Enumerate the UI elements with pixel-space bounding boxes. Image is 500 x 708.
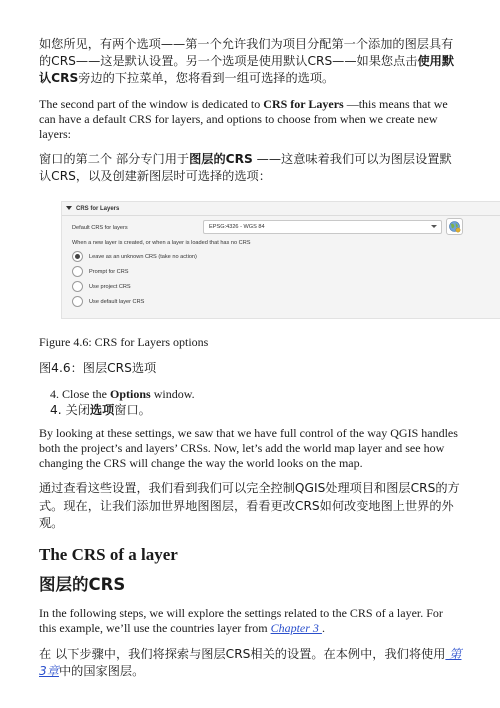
globe-icon: [448, 220, 461, 233]
chapter-3-link-cn[interactable]: 第3章: [39, 646, 462, 678]
radio-label: Use default layer CRS: [89, 298, 145, 305]
default-crs-label: Default CRS for layers: [72, 225, 128, 231]
section-header[interactable]: [66, 206, 119, 212]
step-4-en: [50, 387, 463, 402]
text-span: ——这意味着我们可以为图层设置默认CRS，以及创建新图层时可选择的选项：: [39, 152, 452, 183]
radio-selected-icon: [72, 251, 83, 262]
page-content: [39, 36, 463, 680]
text-span: In the following steps, we will explore the settings related to the CRS of a layer. For this example, we’ll use the countries layer from: [39, 605, 443, 635]
text-span: 中的国家图层。: [58, 663, 145, 678]
text-span: 4. Close the: [50, 387, 110, 401]
step-4-cn: [50, 402, 463, 419]
text-span: The second part of the window is dedicated to: [39, 97, 264, 111]
figure-caption-cn: 图4.6：图层CRS选项: [39, 361, 157, 375]
radio-prompt-for-crs[interactable]: [72, 266, 128, 277]
text-span: 4. 关闭: [50, 403, 90, 417]
paragraph-cn-2: 通过查看这些设置，我们看到我们可以完全控制QGIS处理项目和图层CRS的方式。现在，让我们添加世界地图图层，看看更改CRS如何改变地图上世界的外观。: [39, 481, 460, 530]
text-span: .: [321, 620, 325, 635]
text-span: 如您所见，有两个选项——第一个允许我们为项目分配第一个添加的图层具有的CRS——这是默认设置。另一个选项是使用默认CRS——如果您点击: [39, 37, 454, 68]
chevron-down-icon: [431, 225, 437, 228]
radio-label: Leave as an unknown CRS (take no action): [89, 253, 197, 260]
radio-label: Use project CRS: [89, 283, 131, 290]
intro-paragraph-cn: [39, 36, 463, 87]
radio-leave-unknown[interactable]: [72, 251, 197, 262]
radio-use-project-crs[interactable]: [72, 281, 131, 292]
text-span: 窗口。: [114, 403, 151, 417]
radio-empty-icon: [72, 296, 83, 307]
radio-empty-icon: [72, 281, 83, 292]
section-heading-en: The CRS of a layer: [39, 544, 178, 564]
radio-use-default-layer-crs[interactable]: [72, 296, 144, 307]
crs-for-layers-screenshot: [61, 201, 500, 319]
text-span: —this means that we can have a default CRS for layers, and options to choose from when we create new layers:: [39, 97, 448, 141]
bold-text: 使用默认CRS: [39, 54, 455, 85]
section-header-label: CRS for Layers: [76, 206, 120, 212]
figure-caption-en: Figure 4.6: CRS for Layers options: [39, 335, 209, 349]
text-span: window.: [150, 387, 195, 401]
bold-text: CRS for Layers: [263, 97, 344, 111]
text-span: 窗口的第二个 部分专门用于: [39, 152, 190, 166]
chapter-3-link[interactable]: Chapter 3: [270, 620, 322, 635]
paragraph-en-3: [39, 606, 463, 636]
collapse-triangle-icon: [66, 206, 72, 210]
crs-selector-button[interactable]: [446, 218, 463, 235]
paragraph-cn-3: [39, 646, 463, 680]
paragraph-en: [39, 97, 463, 142]
new-layer-crs-description: When a new layer is created, or when a layer is loaded that has no CRS: [72, 240, 251, 246]
select-value: EPSG:4326 - WGS 84: [209, 224, 265, 230]
text-span: 旁边的下拉菜单，您将看到一组可选择的选项。: [78, 71, 335, 85]
divider: [62, 215, 500, 216]
default-crs-select[interactable]: [203, 220, 442, 234]
bold-text: 图层的CRS: [189, 152, 253, 166]
text-span: 在 以下步骤中，我们将探索与图层CRS相关的设置。在本例中，我们将使用: [39, 646, 446, 661]
section-heading-cn: 图层的CRS: [39, 574, 126, 594]
radio-label: Prompt for CRS: [89, 268, 129, 275]
paragraph-cn: [39, 151, 463, 185]
bold-text: 选项: [89, 403, 115, 417]
radio-empty-icon: [72, 266, 83, 277]
bold-text: Options: [110, 387, 151, 401]
paragraph-en-2: By looking at these settings, we saw that we have full control of the way QGIS handles both the project’s and layers’ CRSs. Now, let’s add the world map layer and see how changing the CRS will change the way the world looks on the map.: [39, 426, 458, 470]
